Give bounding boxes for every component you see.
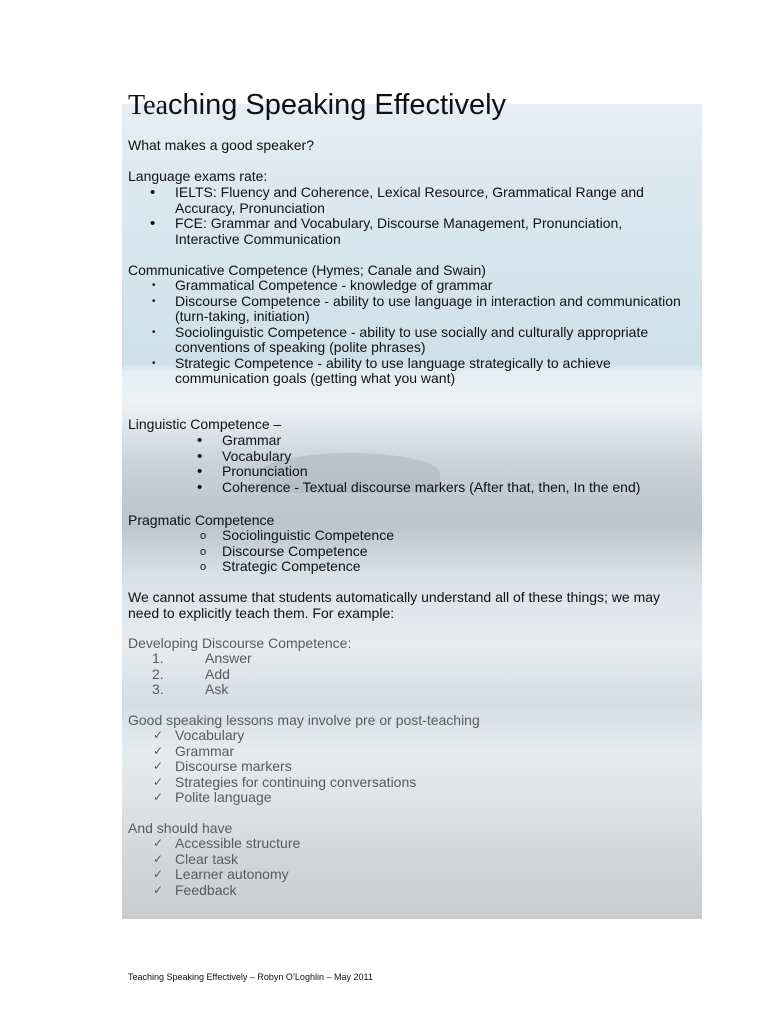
list-item: • Coherence - Textual discourse markers (After that, then, In the end)	[222, 480, 640, 496]
assumption-paragraph: We cannot assume that students automatically understand all of these things; we may need to explicitly teach them. For example:	[128, 589, 661, 621]
list-item: ✓ Polite language	[175, 790, 416, 806]
should-have-heading: And should have	[128, 820, 233, 836]
list-item: ✓ Strategies for continuing conversations	[175, 775, 416, 791]
list-item: o Strategic Competence	[222, 559, 394, 575]
list-item: • Grammar	[222, 433, 640, 449]
discourse-list	[152, 650, 252, 698]
page-title: Teaching Speaking Effectively	[128, 89, 507, 121]
list-item: • IELTS: Fluency and Coherence, Lexical Resource, Grammatical Range and Accuracy, Pronunciation	[175, 185, 644, 216]
pragmatic-heading: Pragmatic Competence	[128, 512, 275, 528]
exams-list	[175, 185, 644, 247]
lessons-heading: Good speaking lessons may involve pre or post-teaching	[128, 712, 480, 728]
list-item: ✓ Grammar	[175, 744, 416, 760]
list-item: • Grammatical Competence - knowledge of grammar	[175, 278, 681, 294]
list-item: • Vocabulary	[222, 449, 640, 465]
list-item: 3. Ask	[152, 681, 229, 697]
list-item: • FCE: Grammar and Vocabulary, Discourse Management, Pronunciation, Interactive Communication	[175, 216, 644, 247]
linguistic-list	[222, 433, 640, 495]
list-item: ✓ Discourse markers	[175, 759, 416, 775]
communicative-list	[175, 278, 681, 387]
list-item: ✓ Vocabulary	[175, 728, 416, 744]
list-item: • Discourse Competence - ability to use language in interaction and communication (turn-taking, initiation)	[175, 294, 681, 325]
list-item: ✓ Accessible structure	[175, 836, 300, 852]
communicative-heading: Communicative Competence (Hymes; Canale and Swain)	[128, 262, 486, 278]
list-item: o Sociolinguistic Competence	[222, 528, 394, 544]
list-item: • Strategic Competence - ability to use language strategically to achieve communication goals (getting what you want)	[175, 356, 681, 387]
discourse-heading: Developing Discourse Competence:	[128, 635, 352, 651]
list-item: 1. Answer	[152, 650, 252, 666]
page-footer: Teaching Speaking Effectively – Robyn O’Loghlin – May 2011	[128, 972, 373, 982]
list-item: • Sociolinguistic Competence - ability to use socially and culturally appropriate conventions of speaking (polite phrases)	[175, 325, 681, 356]
list-item: ✓ Feedback	[175, 883, 300, 899]
list-item: ✓ Learner autonomy	[175, 867, 300, 883]
list-item: 2. Add	[152, 665, 230, 682]
list-item: • Pronunciation	[222, 464, 640, 480]
intro-question: What makes a good speaker?	[128, 137, 314, 153]
exams-heading: Language exams rate:	[128, 168, 268, 184]
list-item: o Discourse Competence	[222, 544, 394, 560]
lessons-list	[175, 728, 416, 806]
linguistic-heading: Linguistic Competence –	[128, 416, 282, 432]
pragmatic-list	[222, 528, 394, 575]
list-item: ✓ Clear task	[175, 852, 300, 868]
should-have-list	[175, 836, 300, 898]
